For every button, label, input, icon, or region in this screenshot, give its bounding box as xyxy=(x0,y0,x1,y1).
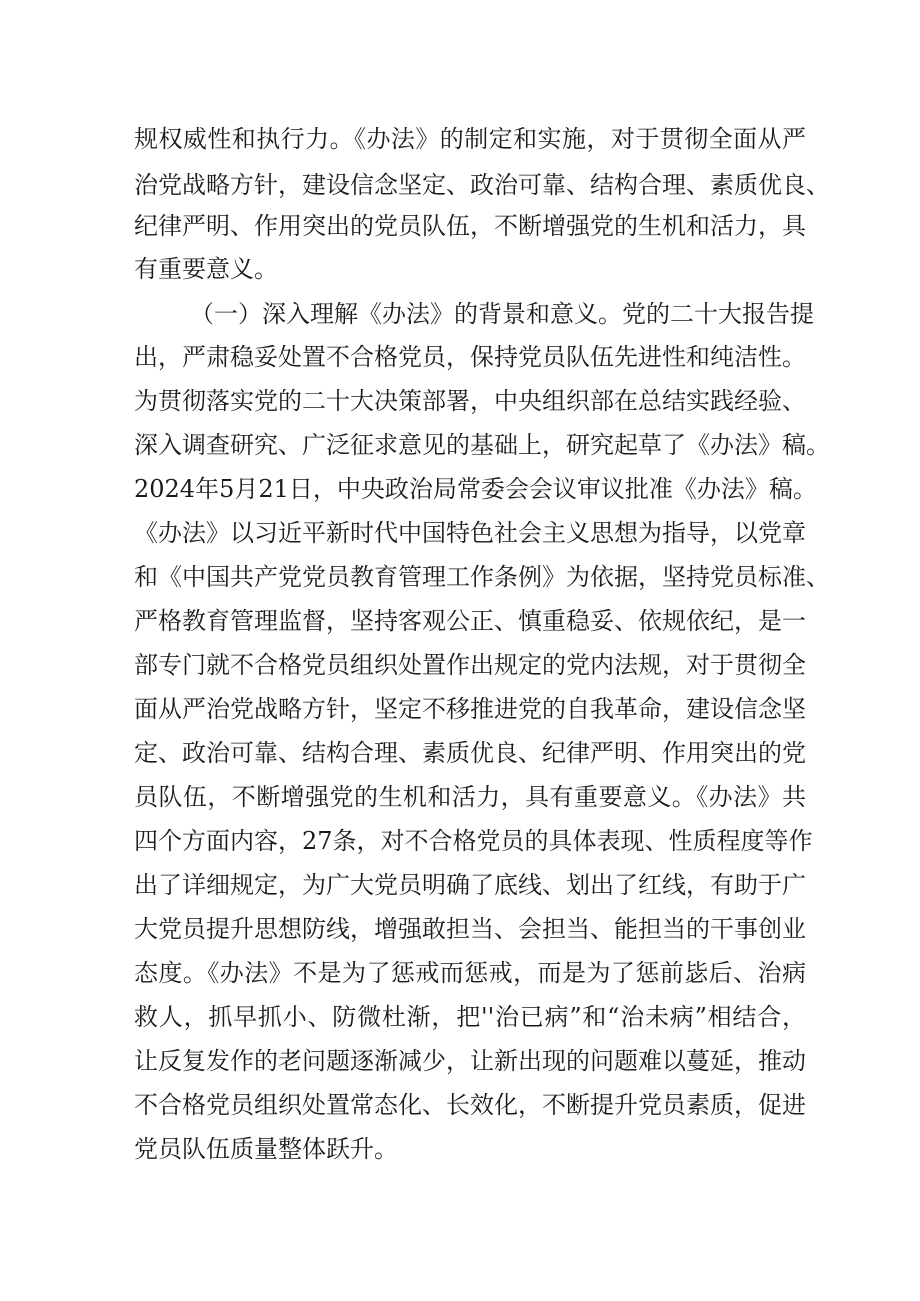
text-line: 不合格党员组织处置常态化、长效化，不断提升党员素质，促进 xyxy=(134,1091,806,1119)
text-line: 治党战略方针，建设信念坚定、政治可靠、结构合理、素质优良、 xyxy=(134,171,830,199)
text-line: 大党员提升思想防线，增强敢担当、会担当、能担当的干事创业 xyxy=(134,915,806,943)
text-line: 2024年5月21日，中央政治局常委会会议审议批准《办法》稿。 xyxy=(134,475,817,503)
text-line: 让反复发作的老问题逐渐减少，让新出现的问题难以蔓延，推动 xyxy=(134,1047,806,1075)
text-line: 态度。《办法》不是为了惩戒而惩戒，而是为了惩前毖后、治病 xyxy=(134,959,806,987)
text-line: 党员队伍质量整体跃升。 xyxy=(134,1135,398,1163)
text-line: 和《中国共产党党员教育管理工作条例》为依据，坚持党员标准、 xyxy=(134,563,830,591)
text-line: 四个方面内容，27条，对不合格党员的具体表现、性质程度等作 xyxy=(134,827,813,855)
text-line: 定、政治可靠、结构合理、素质优良、纪律严明、作用突出的党 xyxy=(134,739,806,767)
text-line: 规权威性和执行力。《办法》的制定和实施，对于贯彻全面从严 xyxy=(134,125,806,153)
text-line: 严格教育管理监督，坚持客观公正、慎重稳妥、依规依纪，是一 xyxy=(134,607,806,635)
section-heading-line: （一）深入理解《办法》的背景和意义。党的二十大报告提 xyxy=(190,300,814,328)
text-line: 为贯彻落实党的二十大决策部署，中央组织部在总结实践经验、 xyxy=(134,387,806,415)
text-line: 出，严肃稳妥处置不合格党员，保持党员队伍先进性和纯洁性。 xyxy=(134,343,806,371)
text-line: 员队伍，不断增强党的生机和活力，具有重要意义。《办法》共 xyxy=(134,783,806,811)
text-line: 救人，抓早抓小、防微杜渐，把''治已病”和“治未病”相结合， xyxy=(134,1003,806,1031)
text-line: 有重要意义。 xyxy=(134,255,278,283)
text-line: 纪律严明、作用突出的党员队伍，不断增强党的生机和活力，具 xyxy=(134,212,806,240)
text-line: 深入调查研究、广泛征求意见的基础上，研究起草了《办法》稿。 xyxy=(134,431,830,459)
text-line: 部专门就不合格党员组织处置作出规定的党内法规，对于贯彻全 xyxy=(134,651,806,679)
text-line: 面从严治党战略方针，坚定不移推进党的自我革命，建设信念坚 xyxy=(134,695,806,723)
text-line: 出了详细规定，为广大党员明确了底线、划出了红线，有助于广 xyxy=(134,871,806,899)
text-line: 《办法》以习近平新时代中国特色社会主义思想为指导，以党章 xyxy=(134,519,806,547)
